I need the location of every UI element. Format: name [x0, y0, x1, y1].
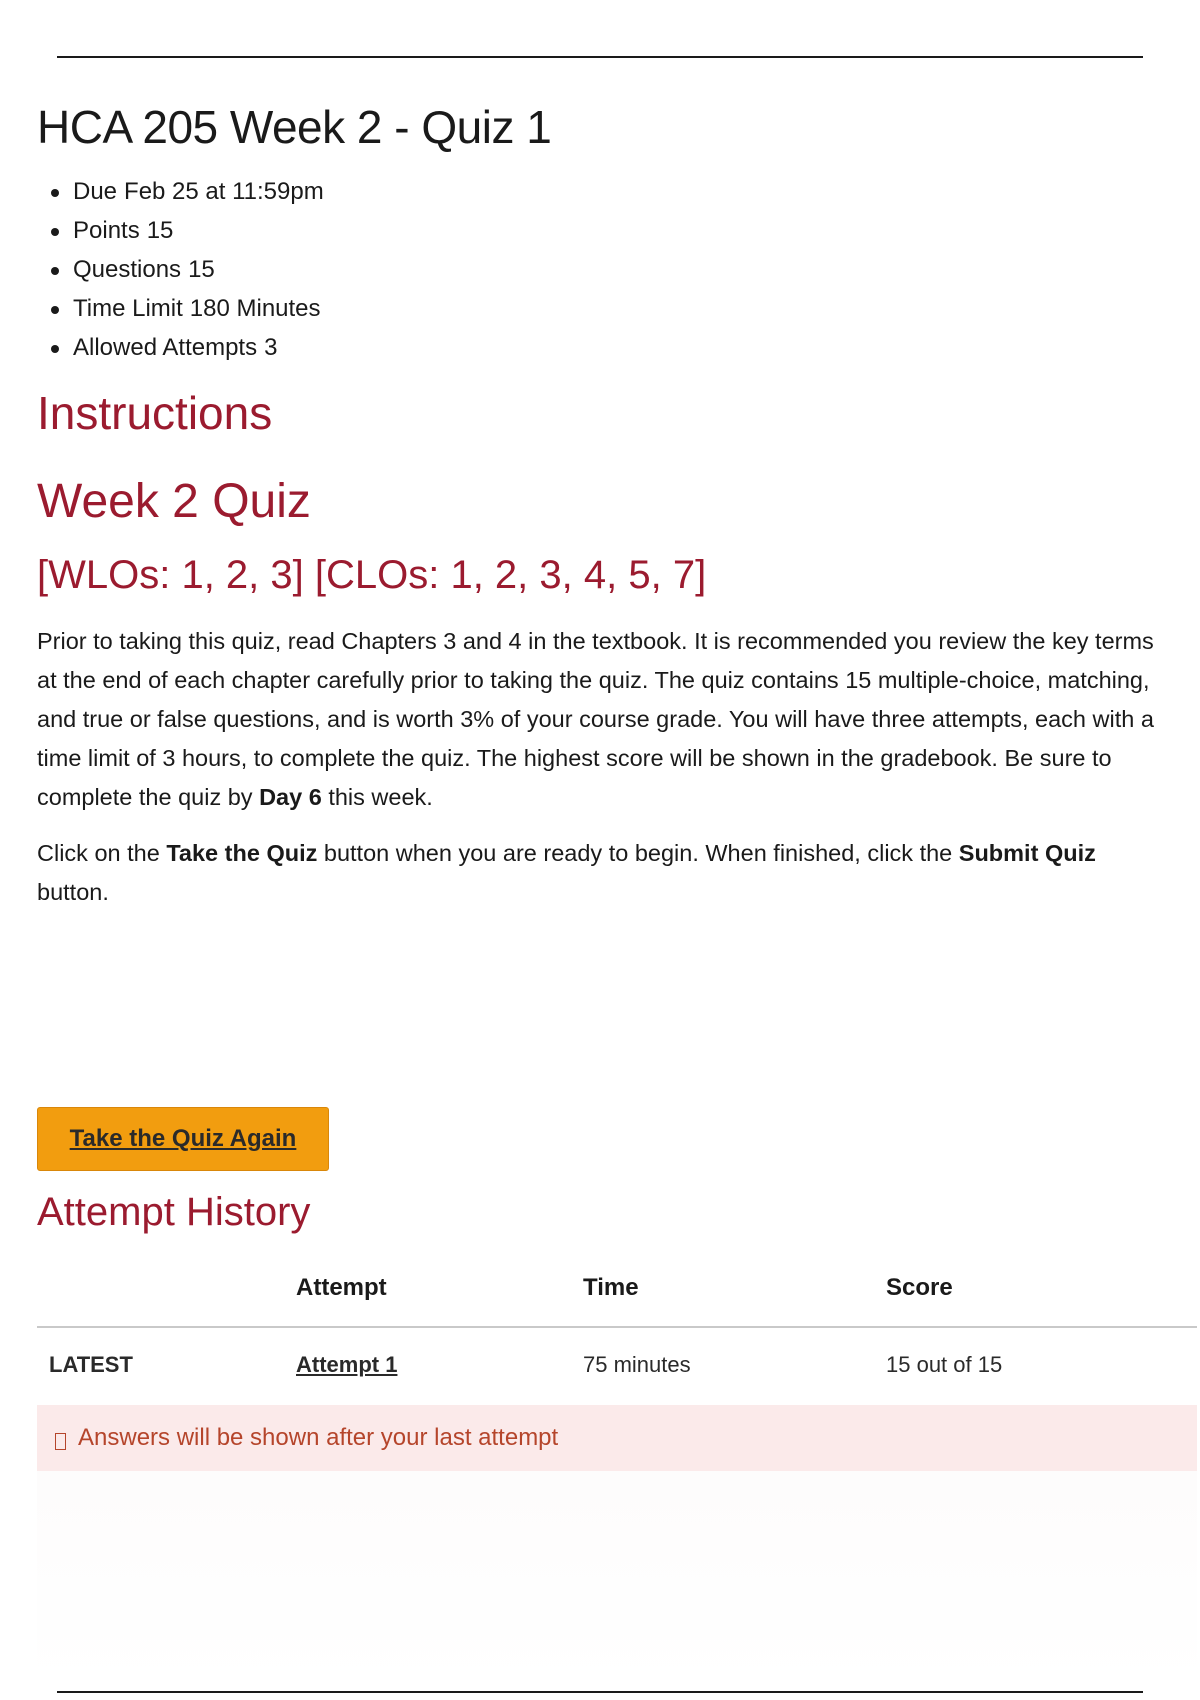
page-title: HCA 205 Week 2 - Quiz 1 — [37, 101, 552, 153]
learning-outcomes: [WLOs: 1, 2, 3] [CLOs: 1, 2, 3, 4, 5, 7] — [37, 553, 707, 597]
quiz-subheading: Week 2 Quiz — [37, 475, 311, 528]
detail-value: 3 — [264, 334, 278, 361]
attempt-time: 75 minutes — [583, 1352, 691, 1377]
info-icon — [55, 1433, 66, 1450]
detail-time-limit — [37, 289, 324, 328]
top-divider — [57, 56, 1143, 58]
detail-questions — [37, 250, 324, 289]
instructions-heading: Instructions — [37, 387, 273, 439]
attempt-history-table — [37, 1260, 1197, 1407]
paragraph-text: Prior to taking this quiz, read Chapters 3 and 4 in the textbook. It is recommended you review the key terms at the end of each chapter carefully prior to taking the quiz. The quiz contains 15 multiple-choice, matching, and true or false questions, and is worth 3% of your course grade. You will have three attempts, each with a time limit of 3 hours, to complete the quiz. The highest score will be shown in the gradebook. Be sure to complete the quiz by — [37, 628, 1154, 810]
paragraph-text: button when you are ready to begin. When finished, click the — [317, 840, 959, 866]
paragraph-text: button. — [37, 879, 109, 905]
detail-value: 180 Minutes — [189, 295, 321, 322]
detail-label: Time Limit — [73, 295, 183, 322]
bullet-icon — [51, 228, 59, 236]
detail-due — [37, 172, 324, 211]
table-row — [37, 1328, 1197, 1407]
answers-notice — [37, 1405, 1197, 1471]
header-spacer — [37, 1260, 215, 1326]
detail-allowed-attempts — [37, 328, 324, 367]
bullet-icon — [51, 306, 59, 314]
detail-value: 15 — [188, 256, 215, 283]
attempt-score: 15 out of 15 — [886, 1352, 1003, 1377]
bullet-icon — [51, 345, 59, 353]
take-quiz-reference: Take the Quiz — [166, 840, 318, 866]
latest-badge: LATEST — [49, 1352, 133, 1377]
notice-text: Answers will be shown after your last attempt — [78, 1424, 559, 1451]
paragraph-text: Click on the — [37, 840, 167, 866]
due-day: Day 6 — [259, 784, 322, 810]
detail-points — [37, 211, 324, 250]
table-header-row — [37, 1260, 1197, 1328]
column-header-time: Time — [583, 1274, 639, 1301]
column-header-score: Score — [886, 1274, 953, 1301]
empty-panel — [37, 1471, 1197, 1686]
detail-label: Points — [73, 217, 140, 244]
attempt-link[interactable]: Attempt 1 — [296, 1352, 398, 1377]
bottom-divider — [57, 1691, 1143, 1693]
paragraph-text: this week. — [321, 784, 433, 810]
submit-instructions-paragraph — [37, 834, 1167, 912]
detail-label: Due — [73, 178, 118, 205]
detail-label: Allowed Attempts — [73, 334, 258, 361]
detail-value: 15 — [146, 217, 174, 244]
take-quiz-again-button[interactable]: Take the Quiz Again — [37, 1107, 329, 1171]
submit-quiz-reference: Submit Quiz — [958, 840, 1096, 866]
detail-value: Feb 25 at 11:59pm — [124, 178, 324, 205]
instructions-paragraph — [37, 622, 1167, 817]
column-header-attempt: Attempt — [296, 1274, 387, 1301]
bullet-icon — [51, 267, 59, 275]
quiz-details-list — [37, 172, 324, 367]
detail-label: Questions — [73, 256, 182, 283]
attempt-history-heading: Attempt History — [37, 1190, 311, 1234]
bullet-icon — [51, 189, 59, 197]
